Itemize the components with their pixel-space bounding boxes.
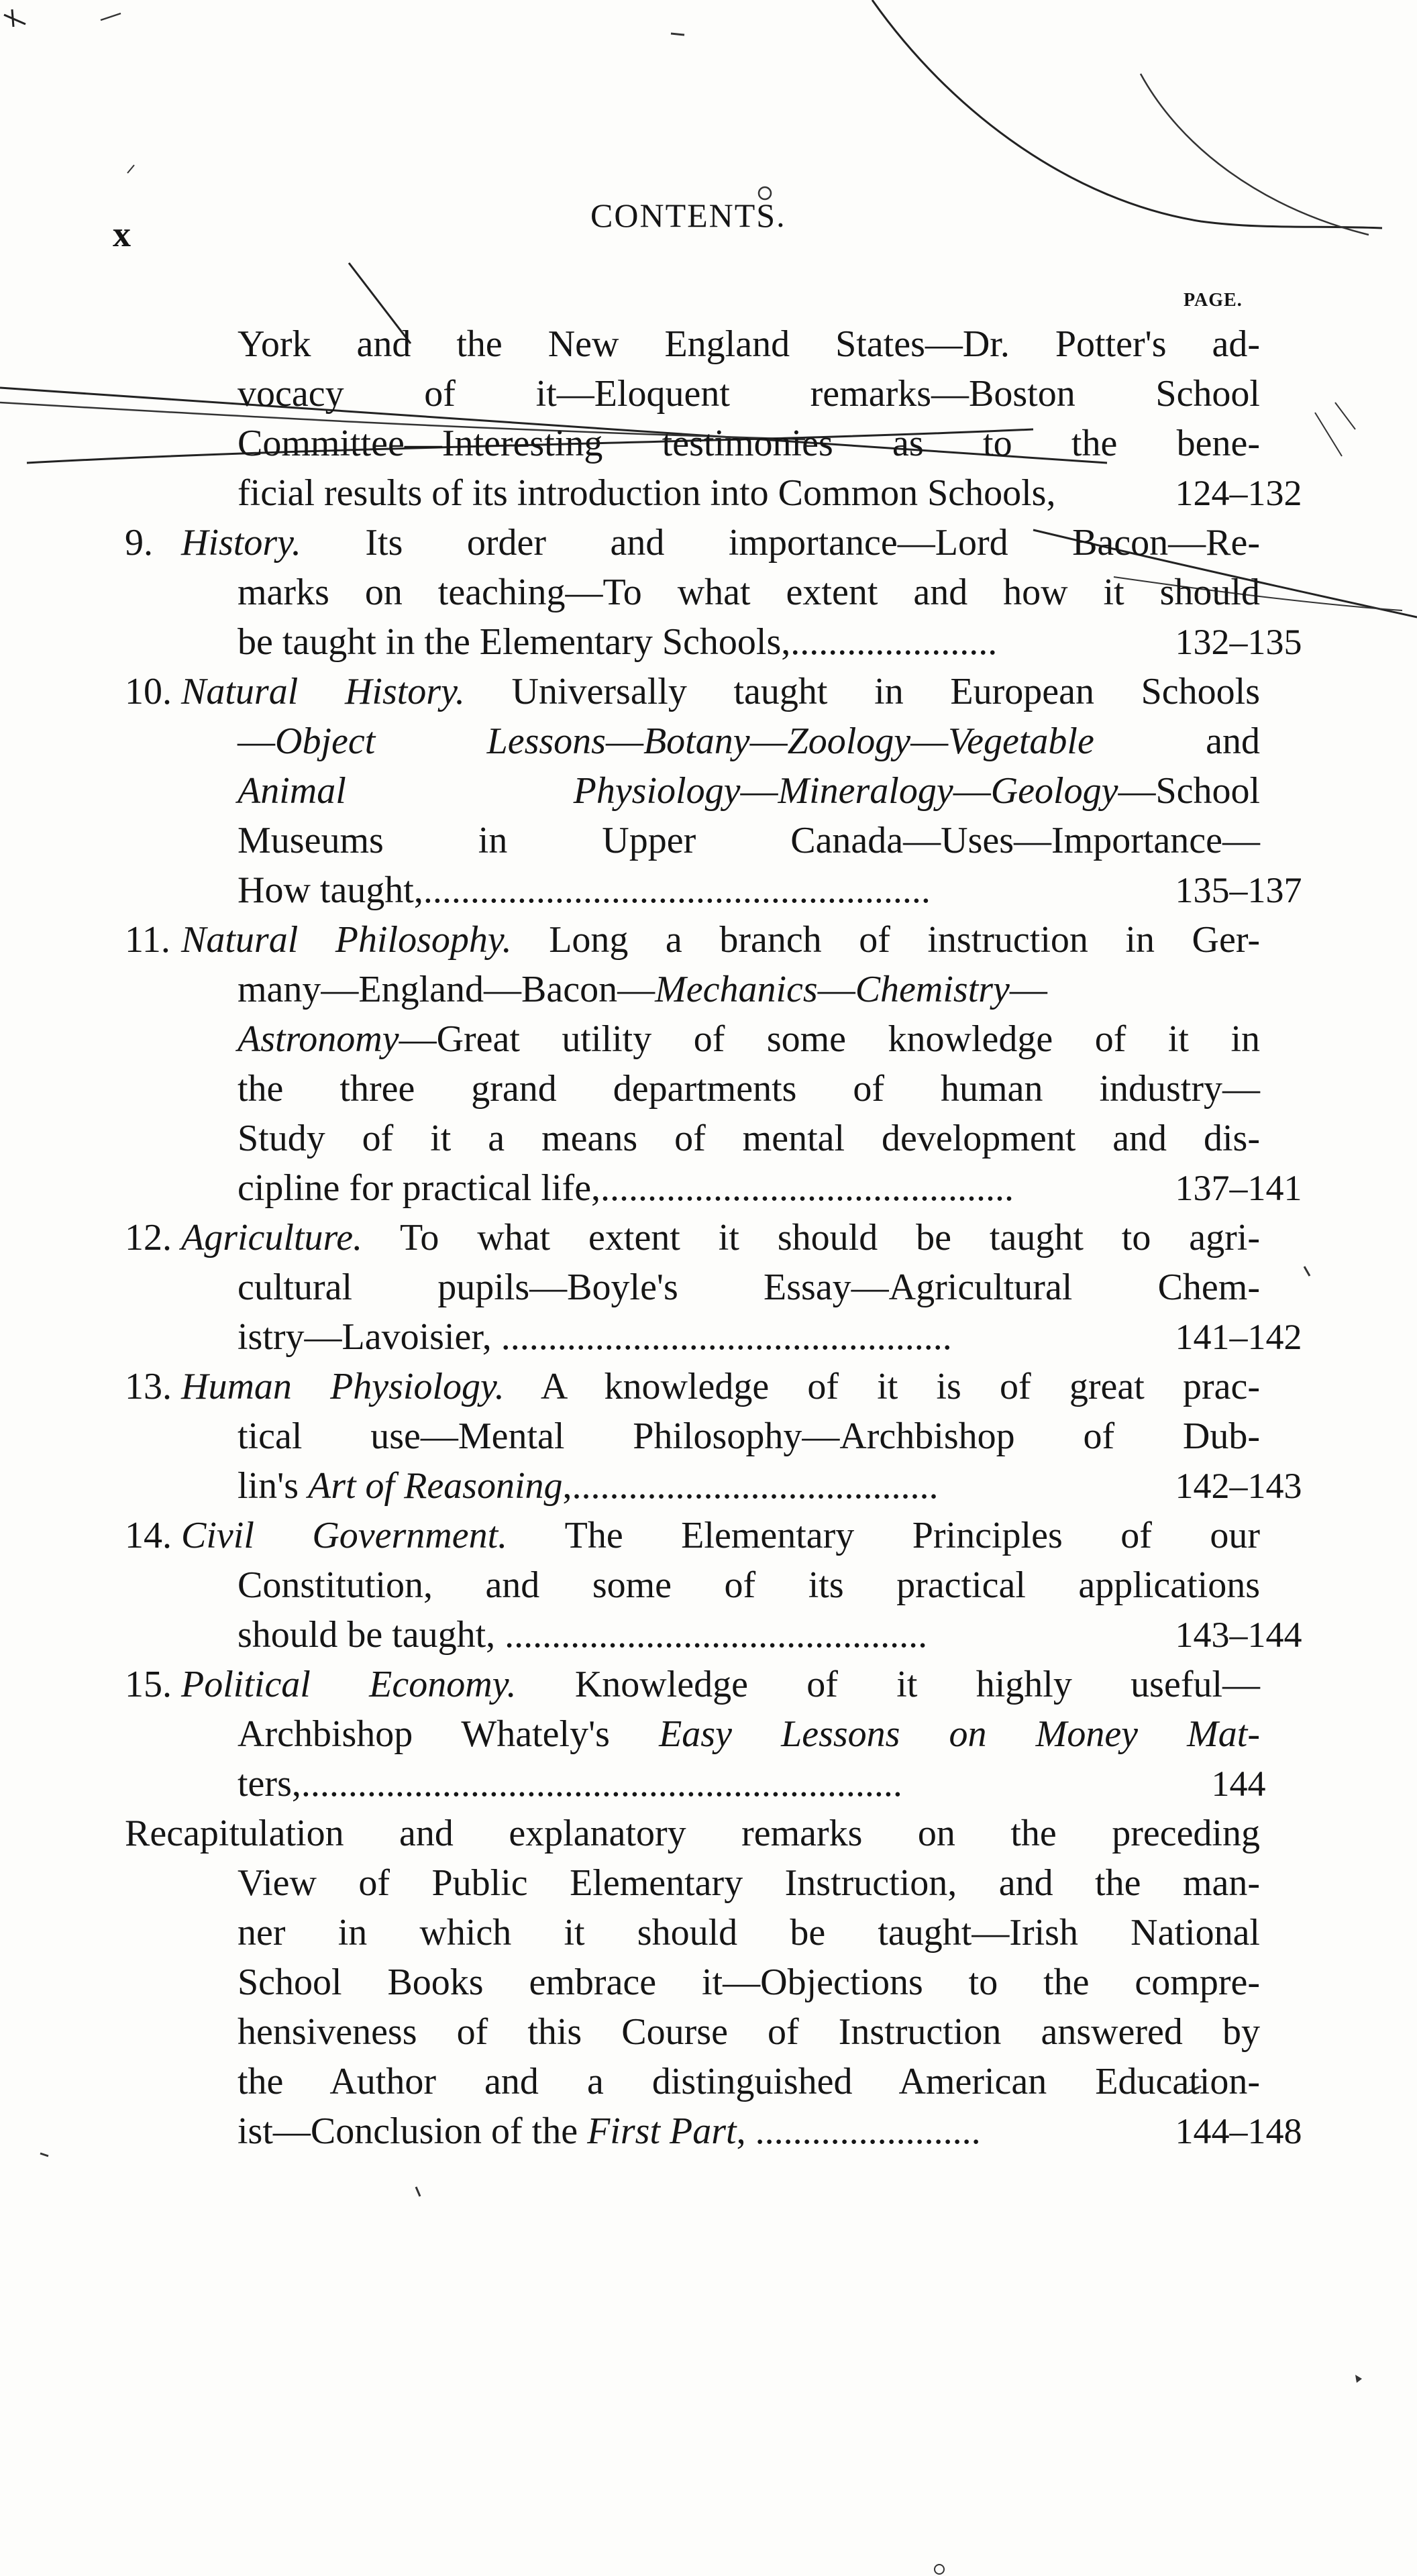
entry-line: Archbishop Whately's Easy Lessons on Money Mat-	[238, 1713, 1261, 1755]
entry-line: Universally taught in European Schools	[511, 671, 1261, 712]
entry-title: Agriculture.	[181, 1217, 363, 1258]
page-range: 124–132	[1175, 473, 1302, 513]
entry-line: Long a branch of instruction in Ger-	[549, 919, 1260, 961]
page-range: 144	[1211, 1764, 1266, 1804]
entry-line: tical use—Mental Philosophy—Archbishop of Dub-	[238, 1415, 1260, 1457]
toc-entry	[125, 667, 1319, 915]
toc-entry	[125, 1809, 1319, 2156]
entry-title: Human Physiology.	[181, 1366, 505, 1407]
entry-line: A knowledge of it is of great prac-	[540, 1366, 1260, 1407]
toc-entry	[125, 1362, 1319, 1511]
entry-line: The Elementary Principles of our	[564, 1515, 1260, 1556]
entry-line: many—England—Bacon—Mechanics—Chemistry—	[238, 969, 1047, 1010]
entry-title: History.	[181, 522, 301, 564]
entry-line: How taught,......................................................	[238, 869, 931, 911]
toc-entry	[125, 319, 1319, 518]
toc-entry	[125, 518, 1319, 667]
page-range: 137–141	[1175, 1168, 1302, 1208]
entry-line: marks on teaching—To what extent and how it should	[238, 572, 1260, 613]
entry-line: Knowledge of it highly useful—	[574, 1664, 1261, 1705]
entry-line: be taught in the Elementary Schools,......................	[238, 621, 998, 663]
toc-entry	[125, 1213, 1319, 1362]
entry-line: To what extent it should be taught to agri-	[400, 1217, 1260, 1258]
entry-line: lin's Art of Reasoning,.......................................	[238, 1465, 939, 1507]
table-of-contents	[125, 319, 1319, 2156]
entry-title: Natural Philosophy.	[181, 919, 512, 961]
entry-line: the Author and a distinguished American Education-	[238, 2061, 1260, 2102]
entry-line: ters,................................................................	[238, 1763, 902, 1805]
page-range: 144–148	[1175, 2111, 1302, 2151]
entry-number: 10.	[125, 671, 172, 712]
toc-entry	[125, 915, 1319, 1213]
entry-line: Study of it a means of mental development and dis-	[238, 1118, 1260, 1159]
page-range: 132–135	[1175, 622, 1302, 662]
page-range: 142–143	[1175, 1466, 1302, 1506]
entry-line: Its order and importance—Lord Bacon—Re-	[365, 522, 1261, 564]
entry-line: School Books embrace it—Objections to the compre-	[238, 1962, 1260, 2003]
entry-number: 12.	[125, 1217, 172, 1258]
page-range: 141–142	[1175, 1317, 1302, 1357]
entry-line: the three grand departments of human industry—	[238, 1068, 1260, 1110]
entry-line: vocacy of it—Eloquent remarks—Boston School	[238, 373, 1260, 415]
page-range: 143–144	[1175, 1615, 1302, 1655]
page-column-label: PAGE.	[1184, 290, 1243, 311]
entry-number: 11.	[125, 919, 170, 961]
entry-number: 13.	[125, 1366, 172, 1407]
entry-line: Constitution, and some of its practical applications	[238, 1564, 1260, 1606]
entry-line: Committee—Interesting testimonies as to the bene-	[238, 423, 1260, 464]
entry-line: Museums in Upper Canada—Uses—Importance—	[238, 820, 1260, 861]
toc-entry	[125, 1660, 1319, 1809]
page-range: 135–137	[1175, 870, 1302, 910]
page-title: CONTENTS.	[590, 197, 786, 234]
entry-title: Natural History.	[181, 671, 465, 712]
toc-entry	[125, 1511, 1319, 1660]
entry-line: should be taught, .............................................	[238, 1614, 928, 1656]
entry-line: ist—Conclusion of the First Part, ........................	[238, 2110, 981, 2152]
entry-title: Political Economy.	[181, 1664, 517, 1705]
entry-line: ner in which it should be taught—Irish National	[238, 1912, 1260, 1953]
entry-title: Civil Government.	[181, 1515, 508, 1556]
entry-line: —Object Lessons—Botany—Zoology—Vegetable and	[238, 720, 1260, 762]
entry-line: hensiveness of this Course of Instruction answered by	[238, 2011, 1260, 2053]
entry-line: Recapitulation and explanatory remarks on the preceding	[125, 1813, 1260, 1854]
entry-line: Animal Physiology—Mineralogy—Geology—School	[238, 770, 1260, 812]
entry-number: 14.	[125, 1515, 172, 1556]
entry-line: cultural pupils—Boyle's Essay—Agricultural Chem-	[238, 1267, 1260, 1308]
entry-number: 9.	[125, 522, 153, 564]
entry-line: cipline for practical life,............................................	[238, 1167, 1014, 1209]
entry-line: ficial results of its introduction into Common Schools,	[238, 472, 1056, 514]
entry-line: istry—Lavoisier, ................................................	[238, 1316, 952, 1358]
entry-line: View of Public Elementary Instruction, and the man-	[238, 1862, 1260, 1904]
entry-line: Astronomy—Great utility of some knowledge of it in	[238, 1018, 1260, 1060]
entry-number: 15.	[125, 1664, 172, 1705]
entry-line: York and the New England States—Dr. Potter's ad-	[238, 323, 1260, 365]
page-number: x	[113, 214, 131, 254]
